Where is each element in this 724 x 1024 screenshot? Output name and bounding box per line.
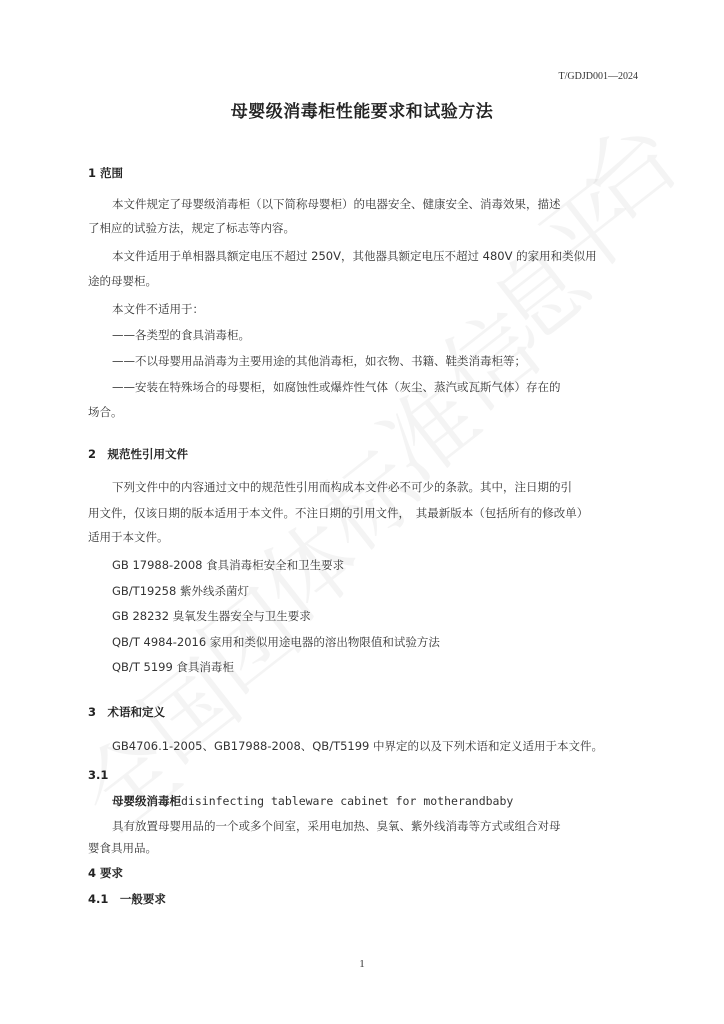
term-definition: 具有放置母婴用品的一个或多个间室，采用电加热、臭氧、紫外线消毒等方式或组合对母 <box>112 819 561 833</box>
paragraph: 本文件适用于单相器具额定电压不超过 250V，其他器具额定电压不超过 480V 的家用和类似用 <box>112 249 597 263</box>
term-definition: 婴食具用品。 <box>88 841 157 855</box>
standard-code: T/GDJD001—2024 <box>558 71 638 82</box>
paragraph: 用文件，仅该日期的版本适用于本文件。不注日期的引用文件， 其最新版本（包括所有的修改单） <box>88 506 589 520</box>
watermark-char <box>289 416 443 577</box>
term-chinese: 母婴级消毒柜 <box>112 794 181 808</box>
paragraph: GB4706.1-2005、GB17988-2008、QB/T5199 中界定的以及下列术语和定义适用于本文件。 <box>112 739 604 753</box>
list-item: ——各类型的食具消毒柜。 <box>112 328 250 342</box>
paragraph: 了相应的试验方法，规定了标志等内容。 <box>88 221 295 235</box>
page-number: 1 <box>359 958 365 970</box>
paragraph: 途的母婴柜。 <box>88 274 157 288</box>
list-item: 场合。 <box>88 405 123 419</box>
section-3-heading: 3 术语和定义 <box>88 705 166 719</box>
document-title: 母婴级消毒柜性能要求和试验方法 <box>230 102 494 122</box>
subsection-number: 3.1 <box>88 768 109 782</box>
paragraph: 下列文件中的内容通过文中的规范性引用而构成本文件必不可少的条款。其中，注日期的引 <box>112 480 572 494</box>
section-4-heading: 4 要求 <box>88 866 124 880</box>
reference-item: QB/T 5199 食具消毒柜 <box>112 660 234 674</box>
subsection-heading: 4.1 一般要求 <box>88 892 166 906</box>
list-item: ——不以母婴用品消毒为主要用途的其他消毒柜，如衣物、书籍、鞋类消毒柜等； <box>112 354 526 368</box>
section-2-heading: 2 规范性引用文件 <box>88 447 189 461</box>
reference-item: QB/T 4984-2016 家用和类似用途电器的溶出物限值和试验方法 <box>112 635 440 649</box>
paragraph: 本文件不适用于： <box>112 302 204 316</box>
reference-item: GB 17988-2008 食具消毒柜安全和卫生要求 <box>112 558 345 572</box>
section-1-heading: 1 范围 <box>88 166 124 180</box>
paragraph: 本文件规定了母婴级消毒柜（以下简称母婴柜）的电器安全、健康安全、消毒效果，描述 <box>112 197 561 211</box>
list-item: ——安装在特殊场合的母婴柜，如腐蚀性或爆炸性气体（灰尘、蒸汽或瓦斯气体）存在的 <box>112 380 561 394</box>
paragraph: 适用于本文件。 <box>88 530 169 544</box>
reference-item: GB 28232 臭氧发生器安全与卫生要求 <box>112 609 311 623</box>
reference-item: GB/T19258 紫外线杀菌灯 <box>112 584 249 598</box>
term-entry <box>112 793 662 809</box>
term-english: disinfecting tableware cabinet for motherandbaby <box>181 794 514 808</box>
